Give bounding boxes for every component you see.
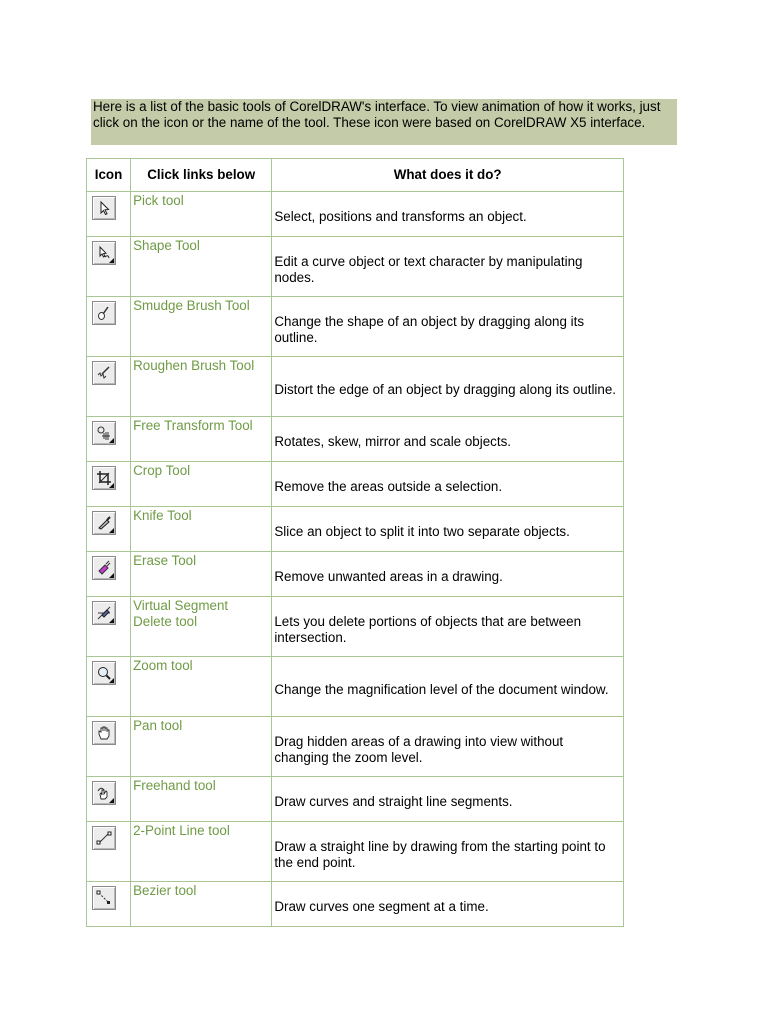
tool-description: Draw a straight line by drawing from the starting point to the end point.: [274, 839, 606, 870]
knife-tool-icon[interactable]: [92, 511, 116, 535]
tool-link-erase[interactable]: Erase Tool: [133, 553, 197, 568]
virtual-segment-delete-icon[interactable]: [92, 601, 116, 625]
crop-tool-icon[interactable]: [92, 466, 116, 490]
pan-tool-icon[interactable]: [92, 721, 116, 745]
tool-description: Rotates, skew, mirror and scale objects.: [274, 434, 511, 450]
table-row: [87, 717, 624, 777]
tool-description: Edit a curve object or text character by manipulating nodes.: [274, 254, 583, 285]
bezier-tool-icon[interactable]: [92, 886, 116, 910]
roughen-brush-icon[interactable]: [92, 361, 116, 385]
table-row: [87, 552, 624, 597]
pick-tool-icon[interactable]: [92, 196, 116, 220]
two-point-line-icon[interactable]: [92, 826, 116, 850]
header-click-links: Click links below: [131, 159, 272, 192]
table-row: [87, 597, 624, 657]
table-row: [87, 237, 624, 297]
table-row: [87, 192, 624, 237]
header-icon: Icon: [87, 159, 131, 192]
tools-table: [86, 158, 624, 927]
table-row: [87, 357, 624, 417]
tool-description: Drag hidden areas of a drawing into view without changing the zoom level.: [274, 734, 564, 765]
smudge-brush-icon[interactable]: [92, 301, 116, 325]
tool-link-roughen-brush[interactable]: Roughen Brush Tool: [133, 358, 255, 373]
tool-description: Distort the edge of an object by dragging along its outline.: [274, 381, 617, 397]
tool-description: Lets you delete portions of objects that are between intersection.: [274, 614, 582, 645]
table-header-row: [87, 159, 624, 192]
tool-description: Select, positions and transforms an object.: [274, 209, 527, 225]
freehand-tool-icon[interactable]: [92, 781, 116, 805]
tool-link-knife[interactable]: Knife Tool: [133, 508, 192, 523]
intro-text: Here is a list of the basic tools of CorelDRAW's interface. To view animation of how it works, just click on the icon or the name of the tool. These icon were based on CorelDRAW X5 interface.: [91, 99, 677, 145]
tool-description: Slice an object to split it into two separate objects.: [274, 524, 570, 540]
table-row: [87, 462, 624, 507]
tool-link-shape[interactable]: Shape Tool: [133, 238, 200, 253]
zoom-tool-icon[interactable]: [92, 661, 116, 685]
tool-link-bezier[interactable]: Bezier tool: [133, 883, 197, 898]
tool-link-pick[interactable]: Pick tool: [133, 193, 184, 208]
table-row: [87, 777, 624, 822]
free-transform-icon[interactable]: [92, 421, 116, 445]
tool-description: Draw curves one segment at a time.: [274, 899, 489, 915]
table-row: [87, 822, 624, 882]
tool-link-virtual-segment-delete[interactable]: Virtual Segment Delete tool: [133, 598, 229, 629]
tool-link-freehand[interactable]: Freehand tool: [133, 778, 216, 793]
table-row: [87, 657, 624, 717]
tool-link-free-transform[interactable]: Free Transform Tool: [133, 418, 253, 433]
tool-link-pan[interactable]: Pan tool: [133, 718, 183, 733]
erase-tool-icon[interactable]: [92, 556, 116, 580]
tool-link-smudge-brush[interactable]: Smudge Brush Tool: [133, 298, 250, 313]
table-row: [87, 507, 624, 552]
table-row: [87, 417, 624, 462]
shape-tool-icon[interactable]: [92, 241, 116, 265]
tool-description: Draw curves and straight line segments.: [274, 794, 513, 810]
tool-link-crop[interactable]: Crop Tool: [133, 463, 191, 478]
tool-link-zoom[interactable]: Zoom tool: [133, 658, 193, 673]
tool-description: Remove the areas outside a selection.: [274, 479, 503, 495]
tool-description: Change the magnification level of the document window.: [274, 681, 609, 697]
tool-description: Remove unwanted areas in a drawing.: [274, 569, 503, 585]
table-row: [87, 297, 624, 357]
tool-description: Change the shape of an object by dragging along its outline.: [274, 314, 585, 345]
table-row: [87, 882, 624, 927]
tool-link-two-point-line[interactable]: 2-Point Line tool: [133, 823, 230, 838]
header-what-does-it-do: What does it do?: [272, 159, 624, 192]
